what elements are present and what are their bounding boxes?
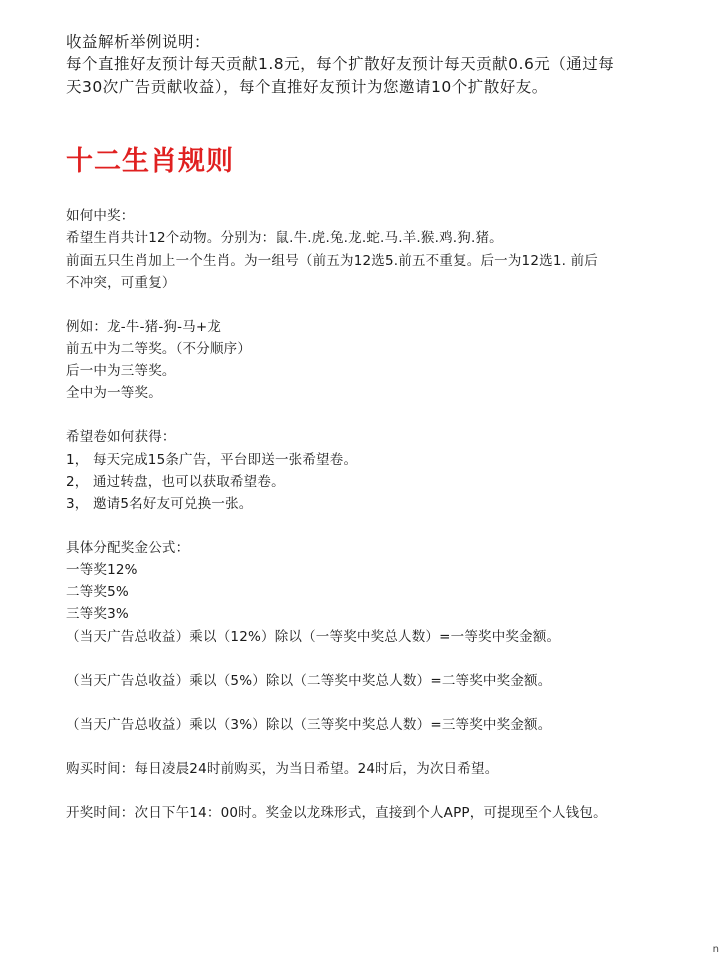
formula-calc-3: （当天广告总收益）乘以（3%）除以（三等奖中奖总人数）=三等奖中奖金额。 [66,717,552,733]
ticket-item-3: 3， 邀请5名好友可兑换一张。 [66,496,253,512]
how-to-win-heading: 如何中奖： [66,208,135,224]
page-title: 十二生肖规则 [66,146,234,177]
draw-time: 开奖时间：次日下午14：00时。奖金以龙珠形式，直接到个人APP，可提现至个人钱包。 [66,805,607,821]
ticket-item-1: 1， 每天完成15条广告，平台即送一张希望卷。 [66,452,358,468]
example-line-2: 前五中为二等奖。（不分顺序） [66,341,252,357]
intro-line-2: 天30次广告贡献收益），每个直推好友预计为您邀请10个扩散好友。 [66,78,548,96]
formula-calc-2: （当天广告总收益）乘以（5%）除以（二等奖中奖总人数）=二等奖中奖金额。 [66,673,552,689]
ticket-heading: 希望卷如何获得： [66,429,176,445]
ticket-item-2: 2， 通过转盘，也可以获取希望卷。 [66,474,285,490]
how-to-win-line-1: 希望生肖共计12个动物。分别为：鼠.牛.虎.兔.龙.蛇.马.羊.猴.鸡.狗.猪。 [66,230,503,246]
how-to-win-line-3: 不冲突，可重复） [66,275,176,291]
corner-mark: n [712,944,719,955]
first-prize-rate: 一等奖12% [66,562,138,578]
formula-calc-1: （当天广告总收益）乘以（12%）除以（一等奖中奖总人数）=一等奖中奖金额。 [66,629,561,645]
second-prize-rate: 二等奖5% [66,584,129,600]
formula-heading: 具体分配奖金公式： [66,540,190,556]
third-prize-rate: 三等奖3% [66,606,129,622]
example-line-3: 后一中为三等奖。 [66,363,176,379]
intro-heading: 收益解析举例说明： [66,33,211,51]
how-to-win-line-2: 前面五只生肖加上一个生肖。为一组号（前五为12选5.前五不重复。后一为12选1. 前后 [66,253,599,269]
purchase-time: 购买时间：每日凌晨24时前购买，为当日希望。24时后，为次日希望。 [66,761,499,777]
example-line-4: 全中为一等奖。 [66,385,162,401]
example-line-1: 例如：龙-牛-猪-狗-马+龙 [66,319,222,335]
intro-line-1: 每个直推好友预计每天贡献1.8元，每个扩散好友预计每天贡献0.6元（通过每 [66,55,615,73]
